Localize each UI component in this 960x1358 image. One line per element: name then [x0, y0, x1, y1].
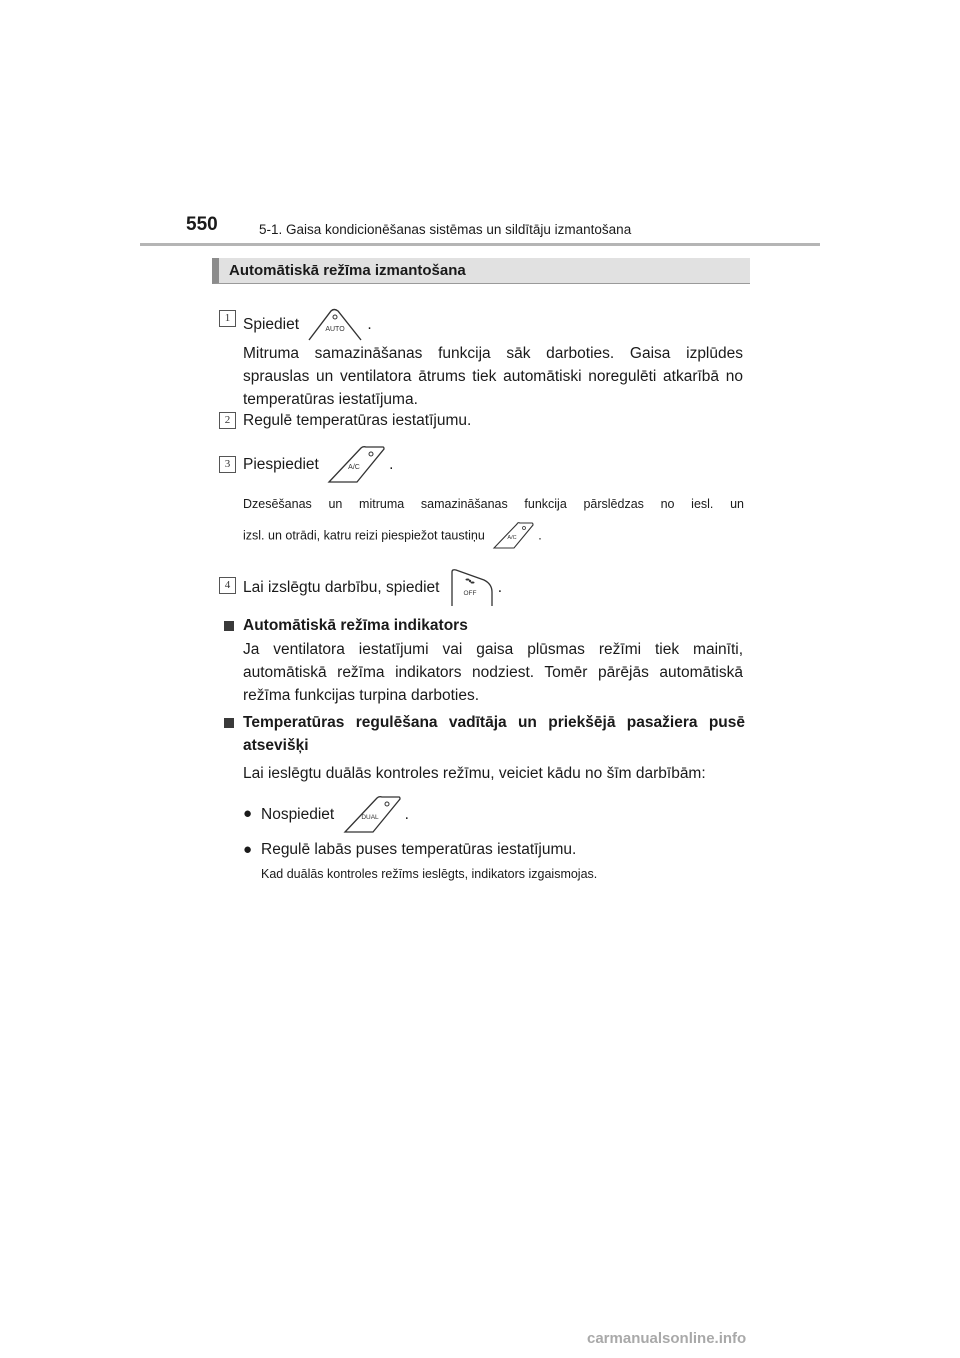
off-button-icon [448, 568, 494, 608]
section-title-bar [212, 258, 750, 284]
separate-heading-line-2: atsevišķi [243, 737, 309, 754]
step-3-suffix: . [389, 456, 394, 474]
chapter-title: 5-1. Gaisa kondicionēšanas sistēmas un sildītāju izmantošana [259, 222, 632, 237]
header-divider [140, 243, 820, 246]
dual-note: Kad duālās kontroles režīms ieslēgts, indikators izgaismojas. [261, 867, 598, 881]
ac-button-label: A/C [348, 464, 360, 471]
step-number-2: 2 [219, 412, 236, 429]
step-1-suffix: . [367, 316, 372, 334]
right-temp-bullet-dot: ● [243, 841, 253, 858]
step-number-1: 1 [219, 310, 236, 327]
step-3-instruction [243, 446, 393, 484]
separate-intro: Lai ieslēgtu duālās kontroles režīmu, veiciet kādu no šīm darbībām: [243, 765, 706, 782]
auto-button-icon [307, 308, 363, 342]
step-1-body: Mitruma samazināšanas funkcija sāk darboties. Gaisa izplūdes sprauslas un ventilatora ātrums tiek automātiski noregulēti atkarībā no temperatūras iestatījuma. [243, 345, 743, 408]
ac-button-small-label: A/C [507, 535, 517, 541]
fan-icon [465, 579, 474, 584]
indicator-heading-bullet [224, 621, 234, 631]
step-2-text: Regulē temperatūras iestatījumu. [243, 412, 472, 429]
step-4-instruction [243, 568, 502, 608]
dual-button-label: DUAL [360, 814, 379, 821]
dual-button-icon [343, 796, 401, 834]
step-3-note-text: izsl. un otrādi, katru reizi piespiežot taustiņu [243, 528, 485, 543]
step-4-prefix: Lai izslēgtu darbību, spiediet [243, 579, 440, 597]
separate-heading-line-1: Temperatūras regulēšana vadītāja un priekšējā pasažiera pusē [243, 714, 745, 731]
indicator-body: Ja ventilatora iestatījumi vai gaisa plūsmas režīmi tiek mainīti, automātiskā režīma indikators nodziest. Tomēr pārējās automātiskā režīma funkcijas turpina darboties. [243, 641, 743, 704]
step-4-suffix: . [497, 579, 503, 597]
auto-button-label: AUTO [325, 326, 345, 333]
step-1-prefix: Spiediet [243, 316, 300, 334]
step-1-instruction [243, 308, 372, 342]
ac-button-small-icon [492, 522, 534, 550]
section-title: Automātiskā režīma izmantošana [229, 262, 466, 279]
step-number-4: 4 [219, 577, 236, 594]
step-3-prefix: Piespiediet [243, 456, 319, 474]
dual-suffix: . [404, 806, 409, 824]
right-temp-text: Regulē labās puses temperatūras iestatījumu. [261, 841, 577, 858]
step-3-note-line-2 [243, 522, 744, 550]
separate-heading-bullet [224, 718, 234, 728]
indicator-heading: Automātiskā režīma indikators [243, 617, 468, 634]
dual-prefix: Nospiediet [261, 806, 335, 824]
step-3-note-line-1: Dzesēšanas un mitruma samazināšanas funkcija pārslēdzas no iesl. un [243, 497, 744, 511]
dual-bullet-dot: ● [243, 805, 253, 822]
dual-instruction [261, 796, 409, 834]
off-button-label: OFF [463, 590, 477, 597]
ac-button-icon [327, 446, 385, 484]
step-3-note-suffix: . [538, 528, 542, 543]
page-number: 550 [186, 214, 218, 235]
footer-watermark: carmanualsonline.info [587, 1330, 747, 1347]
step-number-3: 3 [219, 456, 236, 473]
